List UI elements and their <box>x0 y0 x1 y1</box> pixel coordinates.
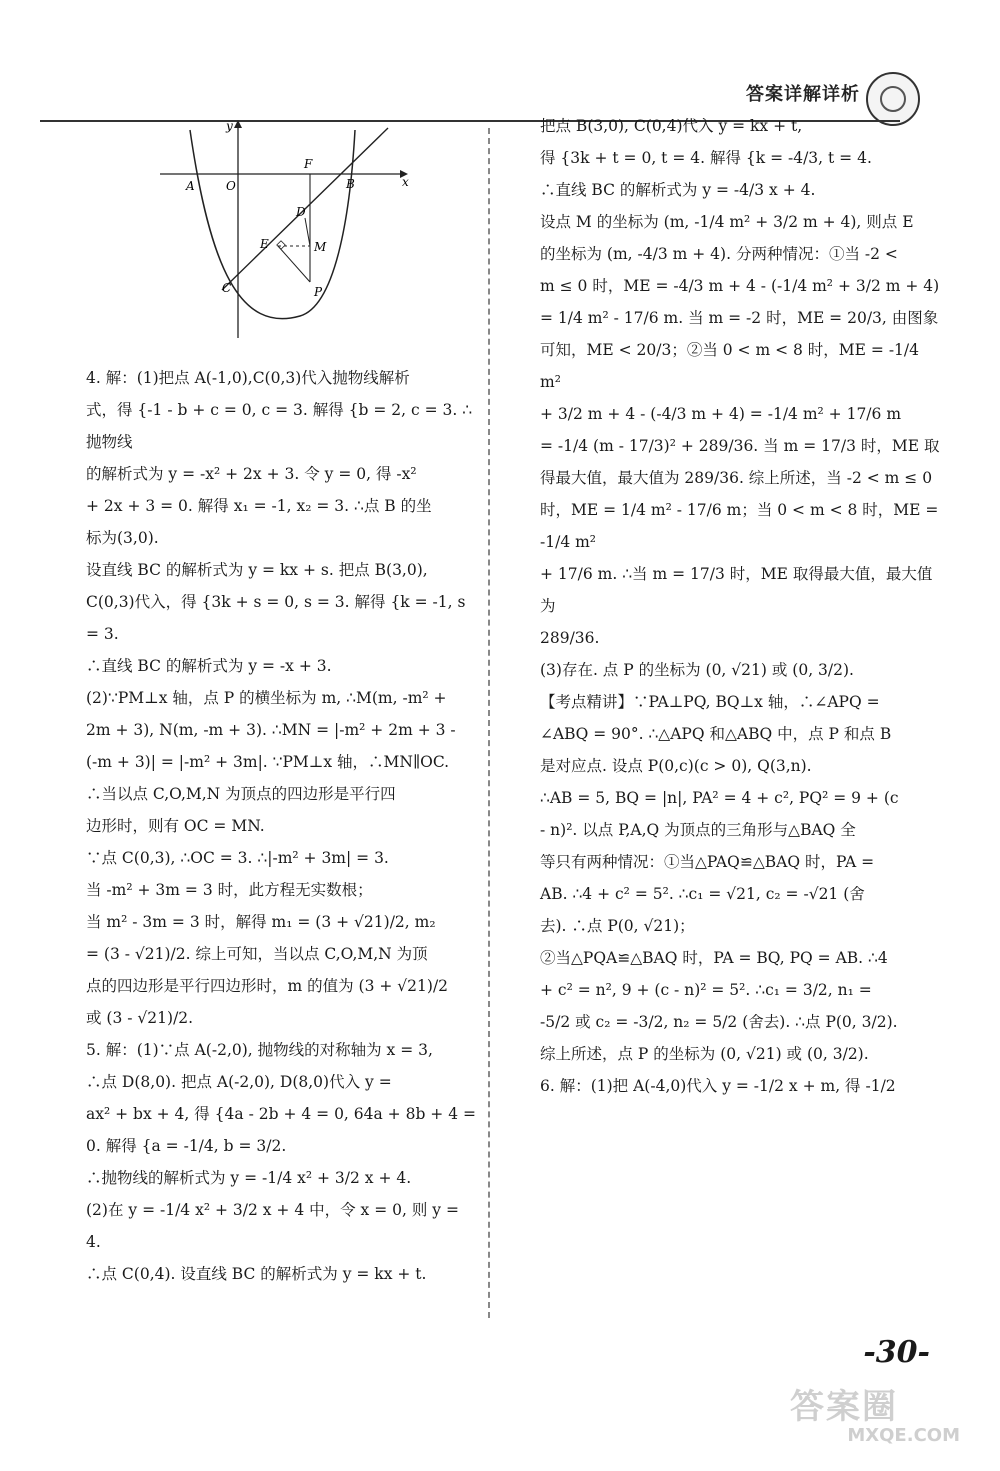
right-line: -5/2 或 c₂ = -3/2, n₂ = 5/2 (舍去). ∴点 P(0, 3/2). <box>540 1013 898 1031</box>
label-y: y <box>226 119 233 133</box>
left-line: ∴直线 BC 的解析式为 y = -x + 3. <box>86 657 332 675</box>
left-line: 标为(3,0). <box>86 529 159 547</box>
parabola-figure <box>150 118 420 348</box>
label-f: F <box>304 157 313 171</box>
left-line: ∴当以点 C,O,M,N 为顶点的四边形是平行四 <box>86 785 396 803</box>
left-line: 4. 解：(1)把点 A(-1,0),C(0,3)代入抛物线解析 <box>86 369 410 387</box>
right-line: 的坐标为 (m, -4/3 m + 4). 分两种情况：①当 -2 < <box>540 245 898 263</box>
watermark-url: MXQE.COM <box>847 1425 960 1446</box>
right-line: 时，ME = 1/4 m² - 17/6 m；当 0 < m < 8 时，ME = -1/4 m² <box>540 501 939 551</box>
right-line: - n)². 以点 P,A,Q 为顶点的三角形与△BAQ 全 <box>540 821 856 839</box>
right-line: + 3/2 m + 4 - (-4/3 m + 4) = -1/4 m² + 17/6 m <box>540 405 902 423</box>
right-line: 综上所述，点 P 的坐标为 (0, √21) 或 (0, 3/2). <box>540 1045 869 1063</box>
right-line: 设点 M 的坐标为 (m, -1/4 m² + 3/2 m + 4), 则点 E <box>540 213 914 231</box>
label-d: D <box>296 205 306 219</box>
page-number: -30- <box>863 1335 930 1370</box>
left-line: 当 m² - 3m = 3 时，解得 m₁ = (3 + √21)/2, m₂ <box>86 913 436 931</box>
right-line: 可知，ME < 20/3；②当 0 < m < 8 时，ME = -1/4 m² <box>540 341 920 391</box>
right-line: 等只有两种情况：①当△PAQ≌△BAQ 时，PA = <box>540 853 875 871</box>
left-column <box>86 362 476 1290</box>
right-line: 【考点精讲】∵PA⊥PQ, BQ⊥x 轴，∴∠APQ = <box>540 693 880 711</box>
right-line: = -1/4 (m - 17/3)² + 289/36. 当 m = 17/3 时，ME 取 <box>540 437 940 455</box>
left-line: (2)∵PM⊥x 轴，点 P 的横坐标为 m, ∴M(m, -m² + <box>86 689 447 707</box>
left-line: ∴点 D(8,0). 把点 A(-2,0), D(8,0)代入 y = <box>86 1073 392 1091</box>
label-c: C <box>222 281 232 295</box>
left-line: 或 (3 - √21)/2. <box>86 1009 194 1027</box>
left-line: + 2x + 3 = 0. 解得 x₁ = -1, x₂ = 3. ∴点 B 的坐 <box>86 497 432 515</box>
right-line: ②当△PQA≌△BAQ 时，PA = BQ, PQ = AB. ∴4 <box>540 949 888 967</box>
left-line: 5. 解：(1)∵点 A(-2,0), 抛物线的对称轴为 x = 3, <box>86 1041 433 1059</box>
left-line: (-m + 3)| = |-m² + 3m|. ∵PM⊥x 轴，∴MN∥OC. <box>86 753 450 771</box>
right-line: (3)存在. 点 P 的坐标为 (0, √21) 或 (0, 3/2). <box>540 661 854 679</box>
line-dm <box>305 218 310 246</box>
left-line: ∵点 C(0,3), ∴OC = 3. ∴|-m² + 3m| = 3. <box>86 849 389 867</box>
right-line: m ≤ 0 时，ME = -4/3 m + 4 - (-1/4 m² + 3/2 m + 4) <box>540 277 940 295</box>
left-line: = (3 - √21)/2. 综上可知，当以点 C,O,M,N 为顶 <box>86 945 428 963</box>
right-line: AB. ∴4 + c² = 5². ∴c₁ = √21, c₂ = -√21 (舍 <box>540 885 865 903</box>
right-line: 得 {3k + t = 0, t = 4. 解得 {k = -4/3, t = 4. <box>540 149 872 167</box>
label-p: P <box>314 285 323 299</box>
right-line: ∠ABQ = 90°. ∴△APQ 和△ABQ 中，点 P 和点 B <box>540 725 892 743</box>
left-line: 设直线 BC 的解析式为 y = kx + s. 把点 B(3,0), <box>86 561 428 579</box>
left-line: (2)在 y = -1/4 x² + 3/2 x + 4 中，令 x = 0, 则 y = 4. <box>86 1201 459 1251</box>
right-line: 把点 B(3,0), C(0,4)代入 y = kx + t, <box>540 117 803 135</box>
header-title: 答案详解详析 <box>746 84 860 105</box>
y-axis-arrow-icon <box>234 120 242 128</box>
right-line: 是对应点. 设点 P(0,c)(c > 0), Q(3,n). <box>540 757 812 775</box>
line-ep <box>278 246 310 282</box>
right-line: 6. 解：(1)把 A(-4,0)代入 y = -1/2 x + m, 得 -1/2 <box>540 1077 896 1095</box>
left-line: 当 -m² + 3m = 3 时，此方程无实数根； <box>86 881 373 899</box>
right-line: ∴AB = 5, BQ = |n|, PA² = 4 + c², PQ² = 9 + (c <box>540 789 899 807</box>
right-line: 去). ∴点 P(0, √21)； <box>540 917 695 935</box>
left-line: ∴点 C(0,4). 设直线 BC 的解析式为 y = kx + t. <box>86 1265 427 1283</box>
label-e: E <box>260 237 269 251</box>
watermark-text: 答案圈 <box>790 1387 898 1427</box>
right-line: 289/36. <box>540 629 600 647</box>
right-line: = 1/4 m² - 17/6 m. 当 m = -2 时，ME = 20/3, 由图象 <box>540 309 939 327</box>
column-divider <box>488 128 490 1318</box>
right-angle-mark <box>277 241 285 249</box>
right-line: 得最大值，最大值为 289/36. 综上所述，当 -2 < m ≤ 0 <box>540 469 933 487</box>
left-line: 2m + 3), N(m, -m + 3). ∴MN = |-m² + 2m + 3 - <box>86 721 456 739</box>
left-line: 的解析式为 y = -x² + 2x + 3. 令 y = 0, 得 -x² <box>86 465 417 483</box>
right-line: + 17/6 m. ∴当 m = 17/3 时，ME 取得最大值，最大值为 <box>540 565 933 615</box>
watermark <box>790 1388 960 1448</box>
label-o: O <box>226 179 236 193</box>
parabola-curve <box>190 130 355 319</box>
left-line: 点的四边形是平行四边形时，m 的值为 (3 + √21)/2 <box>86 977 449 995</box>
left-line: ∴抛物线的解析式为 y = -1/4 x² + 3/2 x + 4. <box>86 1169 412 1187</box>
right-line: + c² = n², 9 + (c - n)² = 5². ∴c₁ = 3/2, n₁ = <box>540 981 872 999</box>
left-line: 边形时，则有 OC = MN. <box>86 817 265 835</box>
label-m: M <box>314 240 327 254</box>
left-line: 式，得 {-1 - b + c = 0, c = 3. 解得 {b = 2, c = 3. ∴抛物线 <box>86 401 473 451</box>
right-line: ∴直线 BC 的解析式为 y = -4/3 x + 4. <box>540 181 816 199</box>
right-column <box>540 110 940 1102</box>
label-b: B <box>346 177 355 191</box>
left-line: C(0,3)代入，得 {3k + s = 0, s = 3. 解得 {k = -1, s = 3. <box>86 593 466 643</box>
label-x: x <box>402 175 409 189</box>
left-line: ax² + bx + 4, 得 {4a - 2b + 4 = 0, 64a + 8b + 4 = 0. 解得 {a = -1/4, b = 3/2. <box>86 1105 476 1155</box>
label-a: A <box>186 179 195 193</box>
